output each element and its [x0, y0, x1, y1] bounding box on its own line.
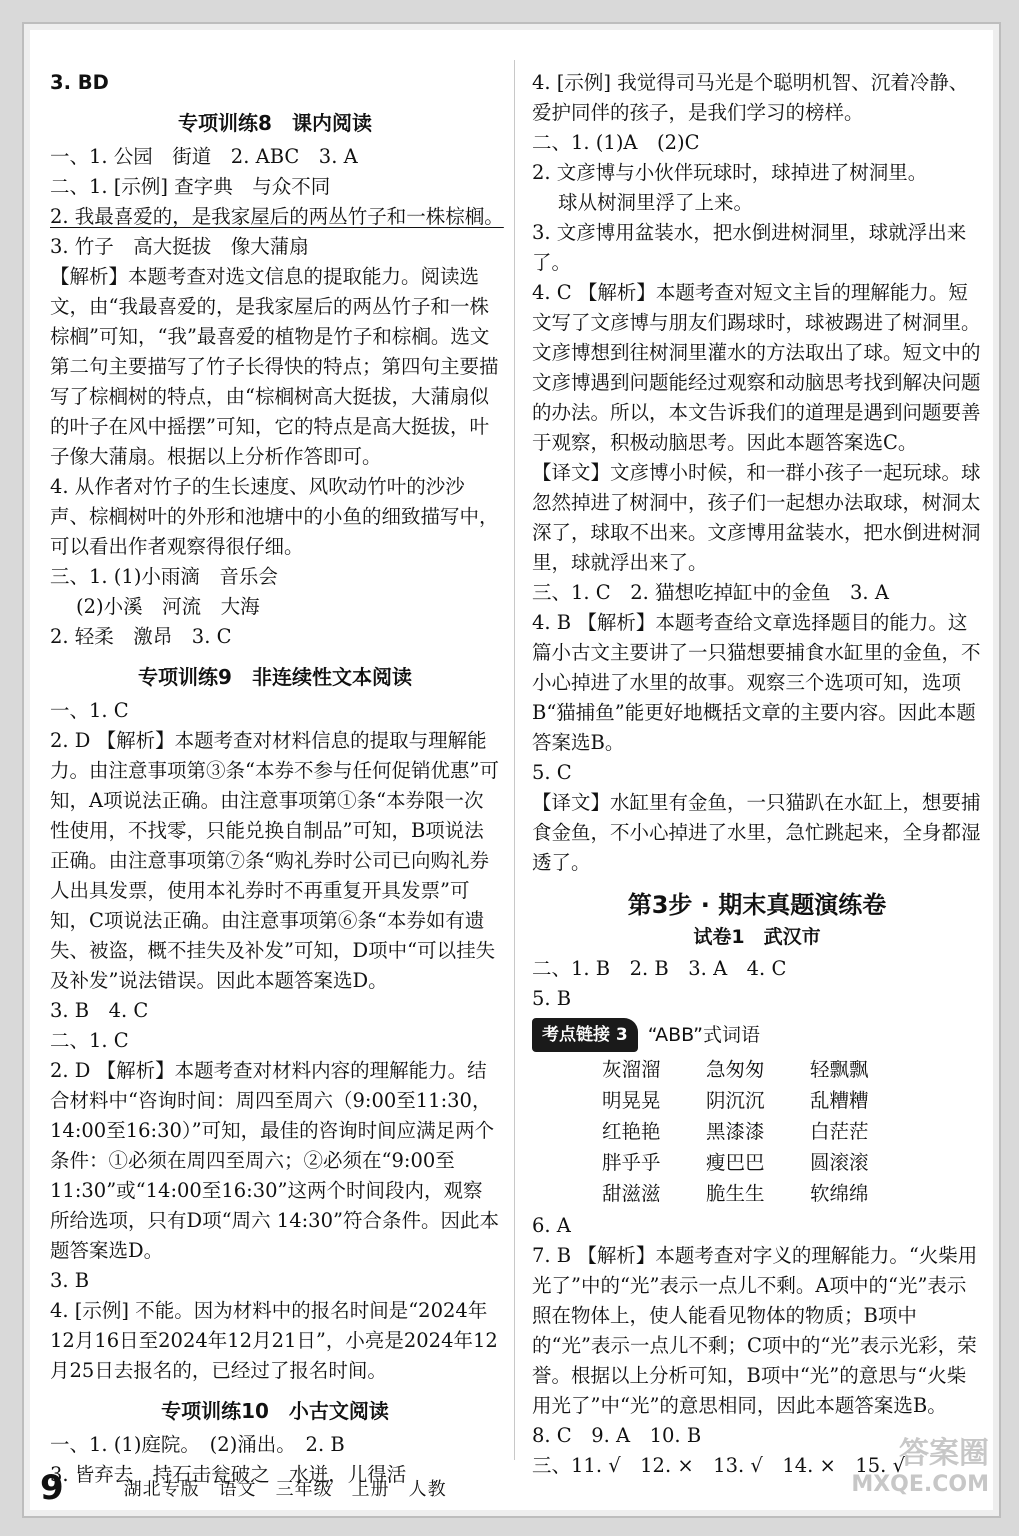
- word-item: 白茫茫: [810, 1120, 869, 1143]
- answer-line: 二、1. C: [50, 1029, 129, 1052]
- section-title-8: 专项训练8 课内阅读: [178, 111, 372, 135]
- answer-line: 5. C: [532, 761, 572, 784]
- answer-line: 2. 文彦博与小伙伴玩球时，球掉进了树洞里。: [532, 161, 928, 184]
- analysis-paragraph: 2. D 【解析】本题考查对材料内容的理解能力。结合材料中“咨询时间：周四至周六（9:00至11:30，14:00至16:30）”可知，最佳的咨询时间应满足两个条件：①必须在周四至周六；②必须在“9:00至11:30”或“14:00至16:30”这两个时间段内，观察所给选项，只有D项“周六 14:30”符合条件。因此本题答案选D。: [50, 1059, 499, 1262]
- page-footer: [40, 1468, 740, 1508]
- word-item: 轻飘飘: [810, 1058, 869, 1081]
- word-item: 胖乎乎: [602, 1151, 661, 1174]
- answer-line: 8. C 9. A 10. B: [532, 1424, 702, 1447]
- answer-paragraph: 3. 文彦博用盆装水，把水倒进树洞里，球就浮出来了。: [532, 221, 967, 274]
- translation-paragraph: 【译文】文彦博小时候，和一群小孩子一起玩球。球忽然掉进了树洞中，孩子们一起想办法取球，树洞太深了，球取不出来。文彦博用盆装水，把水倒进树洞里，球就浮出来了。: [532, 461, 981, 574]
- answer-line: 5. B: [532, 987, 572, 1010]
- answer-line: 二、1. B 2. B 3. A 4. C: [532, 957, 787, 980]
- page-number: 9: [40, 1468, 64, 1508]
- footer-text: 湖北专版 语文 三年级 上册 人教: [123, 1479, 447, 1500]
- word-item: 甜滋滋: [602, 1182, 661, 1205]
- answer-line-underlined: 2. 我最喜爱的，是我家屋后的两丛竹子和一株棕榈。: [50, 205, 504, 228]
- section-title-10: 专项训练10 小古文阅读: [161, 1399, 389, 1423]
- translation-paragraph: 【译文】水缸里有金鱼，一只猫趴在水缸上，想要捕食金鱼，不小心掉进了水里，急忙跳起来，全身都湿透了。: [532, 791, 981, 874]
- answer-line: 二、1. (1)A (2)C: [532, 131, 700, 154]
- answer-line: 2. 轻柔 激昂 3. C: [50, 625, 232, 648]
- knowledge-link-badge: 考点链接 3: [532, 1018, 638, 1052]
- answer-line: (2)小溪 河流 大海: [76, 595, 260, 618]
- paper-title: 试卷1 武汉市: [693, 926, 821, 948]
- word-item: 乱糟糟: [810, 1089, 869, 1112]
- answer-line: 三、11. √ 12. × 13. √ 14. × 15. √: [532, 1454, 906, 1477]
- knowledge-link-header: [532, 1018, 982, 1052]
- answer-line: 3. B: [50, 1269, 90, 1292]
- section-title-9: 专项训练9 非连续性文本阅读: [138, 665, 412, 689]
- word-item: 红艳艳: [602, 1120, 661, 1143]
- word-item: 黑漆漆: [706, 1120, 765, 1143]
- answer-line: 6. A: [532, 1214, 571, 1237]
- analysis-paragraph: 2. D 【解析】本题考查对材料信息的提取与理解能力。由注意事项第③条“本券不参与任何促销优惠”可知，A项说法正确。由注意事项第①条“本券限一次性使用，不找零，只能兑换自制品”可知，B项说法正确。由注意事项第⑦条“购礼券时公司已向购礼券人出具发票，使用本礼券时不再重复开具发票”可知，C项说法正确。由注意事项第⑥条“本券如有遗失、被盗，概不挂失及补发”可知，D项中“可以挂失及补发”说法错误。因此本题答案选D。: [50, 729, 499, 992]
- step-title: 第3步 · 期末真题演练卷: [627, 891, 887, 919]
- analysis-paragraph: 7. B 【解析】本题考查对字义的理解能力。“火柴用光了”中的“光”表示一点儿不剩。A项中的“光”表示照在物体上，使人能看见物体的物质；B项中的“光”表示一点儿不剩；C项中的“光”表示光彩，荣誉。根据以上分析可知，B项中“光”的意思与“火柴用光了”中“光”的意思相同，因此本题答案选B。: [532, 1244, 978, 1417]
- word-item: 急匆匆: [706, 1058, 765, 1081]
- answer-paragraph: 4. [示例] 不能。因为材料中的报名时间是“2024年12月16日至2024年12月21日”，小亮是2024年12月25日去报名的，已经过了报名时间。: [50, 1299, 498, 1382]
- answer-line: 三、1. (1)小雨滴 音乐会: [50, 565, 278, 588]
- word-item: 软绵绵: [810, 1182, 869, 1205]
- analysis-paragraph: 【解析】本题考查对选文信息的提取能力。阅读选文，由“我最喜爱的，是我家屋后的两丛竹子和一株棕榈”可知，“我”最喜爱的植物是竹子和棕榈。选文第二句主要描写了竹子长得快的特点；第四句主要描写了棕榈树的特点，由“棕榈树高大挺拔，大蒲扇似的叶子在风中摇摆”可知，它的特点是高大挺拔，叶子像大蒲扇。根据以上分析作答即可。: [50, 265, 499, 468]
- watermark-text: 答案圈: [899, 1436, 989, 1471]
- answer-line: 3. BD: [50, 71, 109, 94]
- word-item: 瘦巴巴: [706, 1151, 765, 1174]
- answer-line: 3. 皆弃去 持石击瓮破之 水迸，儿得活: [50, 1463, 407, 1486]
- word-item: 明晃晃: [602, 1089, 661, 1112]
- analysis-paragraph: 4. B 【解析】本题考查给文章选择题目的能力。这篇小古文主要讲了一只猫想要捕食水缸里的金鱼，不小心掉进了水里的故事。观察三个选项可知，选项B“猫捕鱼”能更好地概括文章的主要内容。因此本题答案选B。: [532, 611, 981, 754]
- answer-line: 一、1. 公园 街道 2. ABC 3. A: [50, 145, 358, 168]
- answer-line: 三、1. C 2. 猫想吃掉缸中的金鱼 3. A: [532, 581, 889, 604]
- word-grid: [532, 1056, 982, 1207]
- left-column: [50, 68, 504, 1490]
- answer-line: 一、1. (1)庭院。 (2)涌出。 2. B: [50, 1433, 345, 1456]
- answer-line: 3. 竹子 高大挺拔 像大蒲扇: [50, 235, 309, 258]
- analysis-paragraph: 4. C 【解析】本题考查对短文主旨的理解能力。短文写了文彦博与朋友们踢球时，球被踢进了树洞里。文彦博想到往树洞里灌水的方法取出了球。短文中的文彦博遇到问题能经过观察和动脑思考找到解决问题的办法。所以，本文告诉我们的道理是遇到问题要善于观察，积极动脑思考。因此本题答案选C。: [532, 281, 981, 454]
- watermark-url: MXQE.COM: [851, 1472, 989, 1497]
- answer-line: 球从树洞里浮了上来。: [558, 191, 754, 214]
- right-column: [532, 68, 982, 1481]
- answer-line: 一、1. C: [50, 699, 129, 722]
- answer-paragraph: 4. 从作者对竹子的生长速度、风吹动竹叶的沙沙声、棕榈树叶的外形和池塘中的小鱼的细致描写中，可以看出作者观察得很仔细。: [50, 475, 499, 558]
- word-item: 灰溜溜: [602, 1058, 661, 1081]
- word-item: 脆生生: [706, 1182, 765, 1205]
- answer-line: 二、1. [示例] 查字典 与众不同: [50, 175, 331, 198]
- column-divider: [514, 60, 515, 1460]
- answer-line: 3. B 4. C: [50, 999, 149, 1022]
- answer-paragraph: 4. [示例] 我觉得司马光是个聪明机智、沉着冷静、爱护同伴的孩子，是我们学习的榜样。: [532, 71, 969, 124]
- word-item: 阴沉沉: [706, 1089, 765, 1112]
- word-item: 圆滚滚: [810, 1151, 869, 1174]
- watermark-logo: [809, 1436, 989, 1506]
- knowledge-link-title: “ABB”式词语: [647, 1024, 761, 1046]
